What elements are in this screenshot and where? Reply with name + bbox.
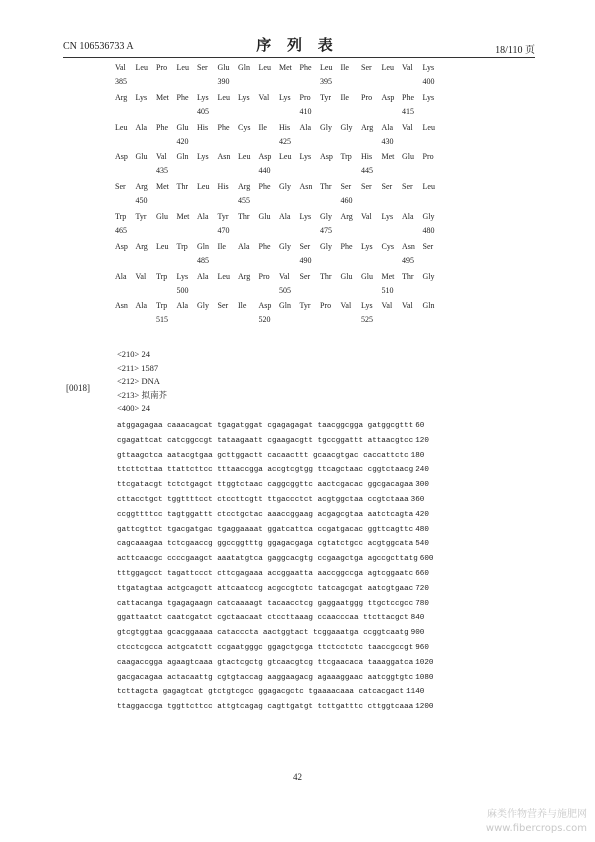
aa-position-number: 495 [402, 255, 414, 265]
aa-row [115, 301, 475, 330]
aa-row [115, 152, 475, 181]
aa-residues [115, 272, 443, 281]
sequence-position: 1080 [415, 673, 434, 682]
aa-residue: Leu [176, 63, 189, 72]
sequence-position: 960 [415, 643, 429, 652]
aa-residue: Ser [299, 241, 311, 251]
page-reference: 18/110 页 [495, 45, 535, 56]
aa-residues [115, 93, 443, 102]
aa-residue: Thr [238, 211, 250, 221]
aa-residue: Phe [156, 122, 168, 132]
aa-position-number: 400 [422, 77, 435, 86]
seq-start-line: <400> 24 [117, 403, 150, 413]
aa-position-number: 525 [361, 315, 373, 325]
sequence-position: 60 [415, 422, 425, 430]
aa-position-number: 390 [217, 77, 230, 86]
aa-residue: Asp [320, 152, 333, 162]
sequence-bases: ctcctcgcca actgcatctt ccgaatgggc ggagctgcga ttctcctctc taaccgccgt [117, 643, 414, 652]
aa-residue: Leu [135, 63, 148, 72]
aa-residue: Ser [299, 271, 311, 281]
sequence-position: 1140 [406, 688, 425, 697]
sequence-bases: cattacanga tgagagaagn catcaaaagt tacaacctcg gaggaatggg ttgctccgcc [117, 599, 414, 608]
aa-residue: Phe [176, 92, 189, 102]
aa-residue: Phe [299, 63, 312, 72]
aa-residue: Pro [156, 63, 168, 72]
sequence-position: 900 [410, 629, 425, 638]
sequence-bases: tttggagcct tagattccct cttcgagaaa accggaatta aaccggccga agtcggaatc [117, 569, 414, 578]
aa-residue: Gly [320, 211, 332, 221]
aa-position-number: 455 [238, 196, 250, 206]
aa-position-number: 510 [381, 285, 394, 295]
aa-residue: Tyr [299, 301, 311, 311]
aa-residue: Leu [422, 182, 435, 192]
aa-position-number: 505 [279, 285, 291, 295]
aa-residue: Val [381, 301, 393, 311]
sequence-position: 720 [415, 584, 429, 593]
aa-residue: Phe [217, 122, 230, 132]
aa-position-number: 470 [217, 225, 230, 235]
seq-type-line: <212> DNA [117, 376, 160, 386]
aa-residue: Pro [258, 271, 270, 281]
aa-residue: Asp [381, 92, 395, 102]
aa-position-number: 420 [176, 136, 189, 146]
sequence-position: 840 [410, 614, 425, 623]
aa-residue: Arg [135, 182, 148, 192]
page-number: 42 [293, 772, 302, 782]
aa-residue: Lys [176, 271, 189, 281]
aa-residue: Arg [340, 211, 353, 221]
aa-residue: Thr [320, 271, 332, 281]
aa-position-number: 385 [115, 77, 127, 86]
aa-residue: Asn [402, 241, 415, 251]
sequence-bases: cgagattcat catcggccgt tataagaatt cgaagacgtt tgccggattt attaacgtcc [117, 436, 414, 445]
aa-residue: Val [402, 301, 413, 311]
aa-residues [115, 212, 443, 221]
aa-residue: Gly [279, 182, 291, 192]
aa-residue: Ile [258, 122, 267, 132]
aa-residue: Glu [361, 271, 373, 281]
aa-residue: Thr [176, 182, 189, 192]
aa-residues [115, 123, 443, 132]
sequence-position: 180 [410, 451, 425, 460]
aa-residue: Ile [238, 301, 247, 311]
aa-residue: Arg [238, 271, 251, 281]
aa-residue: Ser [361, 63, 372, 72]
aa-residue: Ala [176, 301, 189, 311]
aa-residue: Trp [156, 301, 168, 311]
aa-residue: Ile [217, 241, 226, 251]
aa-residue: Lys [197, 152, 209, 162]
aa-residue: Glu [217, 63, 230, 72]
sequence-bases: ttgatagtaa actgcagctt attcaatccg acgccgtctc tatcagcgat aatcgtgaac [117, 584, 414, 593]
aa-residue: Trp [340, 152, 352, 162]
aa-position-number: 485 [197, 255, 209, 265]
sequence-line [117, 641, 433, 656]
seq-id-line: <210> 24 [117, 349, 150, 359]
aa-row [115, 242, 475, 271]
aa-residue: Gln [238, 63, 250, 72]
aa-residue: Ala [197, 211, 209, 221]
aa-residue: Ala [381, 122, 394, 132]
aa-residue: Pro [361, 92, 373, 102]
sequence-bases: gttaagctca aatacgtgaa gcttggactt cacaacttt gcaacgtgac caccattctc [117, 451, 409, 460]
sequence-line [117, 685, 433, 700]
aa-residue: Gly [422, 211, 435, 221]
aa-position-number: 465 [115, 225, 127, 235]
aa-position-number: 435 [156, 166, 168, 176]
aa-residue: Ala [279, 211, 291, 221]
sequence-line [117, 671, 433, 686]
sequence-position: 660 [415, 569, 429, 578]
aa-residue: Leu [217, 271, 230, 281]
aa-residue: Glu [340, 271, 353, 281]
aa-residue: Gln [176, 152, 189, 162]
aa-residue: Val [258, 92, 270, 102]
aa-residue: Lys [422, 92, 435, 102]
aa-residue: Asn [115, 301, 128, 311]
aa-position-number: 415 [402, 106, 414, 116]
aa-residues [115, 242, 443, 251]
aa-residue: Ser [340, 182, 352, 192]
sequence-bases: ttaggaccga tggttcttcc attgtcagag cagttgatgt tcttgatttc cttggtcaaa [117, 703, 414, 712]
sequence-line [117, 597, 433, 612]
aa-residue: Asp [258, 301, 272, 311]
sequence-bases: acttcaacgc ccccgaagct aaatatgtca gaggcacgtg ccgaagctga agccgcttatg [117, 555, 418, 564]
aa-residue: Leu [197, 182, 210, 192]
sequence-position: 600 [419, 555, 434, 564]
aa-residue: Trp [115, 211, 127, 221]
aa-residue: Phe [258, 241, 271, 251]
aa-residue: Leu [320, 63, 333, 72]
sequence-position: 1200 [415, 703, 434, 712]
aa-residue: Cys [238, 122, 251, 132]
aa-residue: Asn [299, 182, 313, 192]
sequence-line [117, 656, 433, 671]
aa-residue: Ile [340, 92, 349, 102]
patent-number: CN 106536733 A [63, 41, 134, 52]
aa-residue: Phe [340, 241, 353, 251]
aa-residue: Tyr [217, 211, 229, 221]
aa-residue: Pro [299, 92, 311, 102]
aa-residue: Trp [176, 241, 188, 251]
sequence-bases: caagaccgga agaagtcaaa gtactcgctg gtcaacgtcg ttcgaacaca taaaggatca [117, 658, 414, 667]
sequence-position: 420 [415, 510, 429, 519]
aa-residue: Lys [299, 211, 312, 221]
paragraph-number: [0018] [66, 383, 90, 393]
sequence-line [117, 567, 433, 582]
sequence-line [117, 478, 433, 493]
sequence-bases: ttcgatacgt tctctgagct ttggtctaac caggcggttc aactcgacac ggcgacagaa [117, 481, 414, 490]
aa-residue: Lys [279, 92, 291, 102]
aa-residue: Phe [258, 182, 271, 192]
sequence-position: 360 [410, 495, 425, 504]
sequence-position: 1020 [415, 658, 434, 667]
sequence-bases: gattcgttct tgacgatgac tgaggaaaat ggatcattca ccgatgacac ggttcagttc [117, 525, 414, 534]
aa-row [115, 212, 475, 241]
aa-residue: His [279, 122, 291, 132]
sequence-line [117, 626, 433, 641]
aa-residue: His [361, 152, 373, 162]
aa-residue: Val [156, 152, 167, 162]
watermark-line-1: 麻类作物营养与施肥网 [487, 809, 587, 820]
aa-residue: Gly [279, 241, 291, 251]
aa-residue: Arg [135, 241, 148, 251]
aa-residue: Leu [217, 92, 230, 102]
aa-residue: Glu [258, 211, 271, 221]
sequence-line [117, 434, 433, 449]
aa-residue: Asn [217, 152, 231, 162]
aa-position-number: 410 [299, 106, 312, 116]
aa-residue: Val [135, 271, 147, 281]
aa-residue: Val [115, 63, 126, 72]
aa-position-number: 450 [135, 196, 148, 206]
aa-position-number: 490 [299, 255, 312, 265]
sequence-line [117, 493, 433, 508]
aa-residues [115, 182, 443, 191]
aa-row [115, 93, 475, 122]
aa-residue: Ser [422, 241, 434, 251]
sequence-position: 120 [415, 436, 429, 445]
aa-residues [115, 152, 443, 161]
aa-residue: Asp [258, 152, 272, 162]
sequence-line [117, 523, 433, 538]
aa-residue: Met [279, 63, 292, 72]
sequence-metadata [117, 348, 167, 416]
aa-residue: Gln [422, 301, 435, 311]
aa-residue: Gln [197, 241, 209, 251]
aa-residue: Ala [115, 271, 127, 281]
aa-residue: Val [402, 122, 413, 132]
aa-position-number: 460 [340, 196, 353, 206]
aa-residue: Ser [217, 301, 229, 311]
sequence-bases: cagcaaagaa tctcgaaccg ggccggtttg ggagacgaga cgtatctgcc acgtggcata [117, 540, 414, 549]
watermark-line-2: www.fibercrops.com [485, 823, 587, 834]
aa-residue: Val [340, 301, 352, 311]
aa-residue: Ala [135, 301, 148, 311]
sequence-bases: ttcttcttaa ttattcttcc tttaaccgga accgtcgtgg ttcagctaac cggtctaacg [117, 466, 414, 475]
aa-residue: Cys [381, 241, 394, 251]
aa-position-number: 480 [422, 225, 435, 235]
aa-residue: His [217, 182, 229, 192]
aa-residue: Phe [402, 92, 414, 102]
aa-residue: His [197, 122, 209, 132]
aa-row [115, 63, 475, 92]
aa-residue: Ala [299, 122, 312, 132]
aa-residue: Asp [115, 152, 128, 162]
aa-residue: Arg [238, 182, 251, 192]
aa-residue: Met [381, 152, 395, 162]
aa-residue: Thr [402, 271, 414, 281]
aa-residue: Ala [197, 271, 209, 281]
aa-residue: Glu [156, 211, 168, 221]
aa-residue: Gly [320, 122, 332, 132]
sequence-bases: gtcgtggtaa gcacggaaaa catacccta aactggtact tcggaaatga ccggtcaatg [117, 629, 409, 638]
sequence-bases: atggagagaa caaacagcat tgagatggat cgagagagat taacggcgga gatggcgttt [117, 422, 414, 430]
aa-residue: Leu [115, 122, 128, 132]
sequence-position: 480 [415, 525, 429, 534]
seq-length-line: <211> 1587 [117, 362, 159, 373]
aa-residue: Glu [402, 152, 414, 162]
aa-residue: Met [381, 271, 395, 281]
aa-residue: Leu [156, 241, 169, 251]
aa-residue: Gln [279, 301, 291, 311]
sequence-line [117, 537, 433, 552]
sequence-line [117, 700, 433, 715]
aa-residue: Val [402, 63, 413, 72]
aa-position-number: 515 [156, 315, 168, 325]
sequence-bases: ccggttttcc tagtggattt ctcctgctac aaaccggaag acgagcgtaa aatctcagta [117, 510, 414, 519]
aa-residue: Ala [238, 241, 250, 251]
aa-residue: Tyr [135, 211, 147, 221]
aa-position-number: 405 [197, 106, 209, 116]
aa-position-number: 500 [176, 285, 189, 295]
aa-residue: Lys [381, 211, 394, 221]
sequence-line [117, 449, 433, 464]
sequence-line [117, 508, 433, 523]
aa-residue: Leu [258, 63, 271, 72]
aa-residue: Lys [197, 92, 209, 102]
seq-organism-line: <213> 拟南芥 [117, 389, 167, 400]
aa-residue: Asp [115, 241, 128, 251]
page-title: 序 列 表 [256, 38, 339, 54]
aa-position-number: 520 [258, 315, 271, 325]
aa-residue: Lys [422, 63, 435, 72]
sequence-position: 780 [415, 599, 429, 608]
sequence-bases: cttacctgct tggttttcct ctccttcgtt ttgaccctct acgtggctaa ccgtctaaa [117, 495, 409, 504]
aa-position-number: 475 [320, 225, 332, 235]
watermark [486, 808, 587, 836]
aa-residue: Glu [176, 122, 189, 132]
sequence-bases: tcttagcta gagagtcat gtctgtcgcc ggagacgctc tgaaaacaaa catcacgact [117, 688, 405, 697]
aa-position-number: 430 [381, 136, 394, 146]
aa-position-number: 425 [279, 136, 291, 146]
aa-residue: Arg [115, 92, 128, 102]
aa-position-number: 440 [258, 166, 271, 176]
aa-residue: Met [156, 182, 169, 192]
aa-residue: Lys [135, 92, 148, 102]
sequence-position: 240 [415, 466, 429, 475]
aa-row [115, 272, 475, 301]
aa-residue: Pro [320, 301, 332, 311]
aa-residue: Lys [361, 241, 373, 251]
aa-residue: Ser [361, 182, 372, 192]
aa-residue: Leu [238, 152, 251, 162]
sequence-position: 300 [415, 481, 429, 490]
aa-residue: Leu [381, 63, 394, 72]
aa-residue: Ser [402, 182, 413, 192]
aa-residue: Gly [422, 271, 435, 281]
aa-residues [115, 301, 443, 310]
aa-residue: Ile [340, 63, 349, 72]
aa-residue: Ser [115, 182, 126, 192]
aa-residue: Glu [135, 152, 148, 162]
aa-row [115, 123, 475, 152]
aa-residue: Leu [279, 152, 292, 162]
aa-residue: Pro [422, 152, 434, 162]
aa-residue: Tyr [320, 92, 331, 102]
aa-residue: Ala [402, 211, 414, 221]
amino-acid-sequence-block [115, 63, 475, 331]
sequence-bases: ggattaatct caatcgatct cgctaacaat ctccttaaag ccaacccaa ttcttacgct [117, 614, 409, 623]
aa-residue: Trp [156, 271, 168, 281]
aa-residue: Arg [361, 122, 374, 132]
sequence-position: 540 [415, 540, 429, 549]
aa-position-number: 445 [361, 166, 373, 176]
aa-residue: Lys [361, 301, 373, 311]
header-divider [63, 57, 535, 58]
sequence-line [117, 463, 433, 478]
dna-sequence-block [117, 419, 433, 715]
aa-residue: Gly [340, 122, 353, 132]
sequence-line [117, 419, 433, 434]
aa-residue: Met [156, 92, 169, 102]
aa-residue: Ser [197, 63, 208, 72]
aa-residue: Gly [197, 301, 209, 311]
aa-residue: Leu [422, 122, 435, 132]
aa-position-number: 395 [320, 77, 332, 86]
aa-residue: Met [176, 211, 190, 221]
aa-residue: Ala [135, 122, 148, 132]
sequence-line [117, 611, 433, 626]
aa-residue: Gly [320, 241, 332, 251]
aa-residue: Lys [238, 92, 250, 102]
aa-residue: Ser [381, 182, 393, 192]
aa-row [115, 182, 475, 211]
sequence-bases: gacgacagaa actacaattg cgtgtaccag aaggaagacg agaaaggaac aatcggtgtc [117, 673, 414, 682]
aa-residue: Thr [320, 182, 332, 192]
sequence-line [117, 582, 433, 597]
aa-residue: Val [279, 271, 290, 281]
aa-residue: Lys [299, 152, 312, 162]
aa-residue: Val [361, 211, 372, 221]
aa-residues [115, 63, 443, 72]
sequence-line [117, 552, 433, 567]
